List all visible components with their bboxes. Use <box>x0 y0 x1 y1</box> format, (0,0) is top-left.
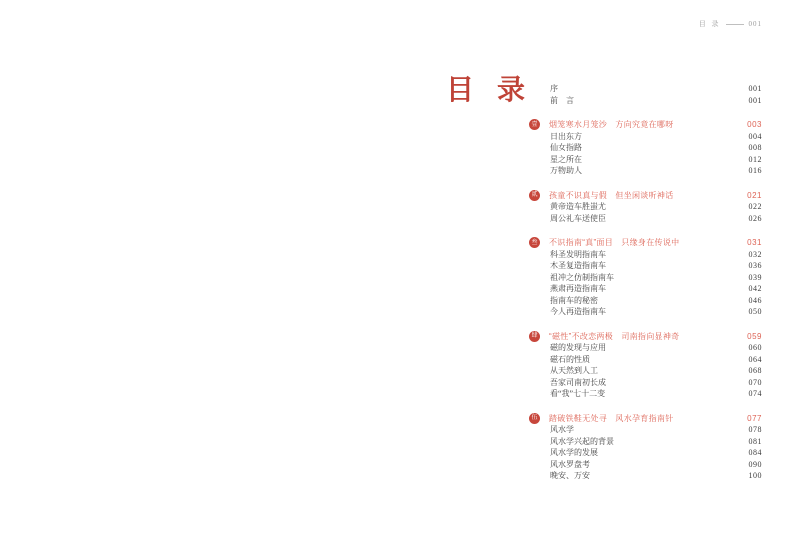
entry-label: 日出东方 <box>550 131 582 141</box>
chapter-title: 踏破铁鞋无处寻 风水孕育指南针 <box>549 413 674 423</box>
entry-page-number: 016 <box>748 166 762 176</box>
toc-entry-row <box>529 165 762 177</box>
entry-label: 前 言 <box>550 95 574 105</box>
toc-entry-row <box>529 424 762 436</box>
chapter-page-number: 077 <box>747 413 762 423</box>
running-head-page-number: 001 <box>748 20 762 28</box>
entry-label: 看“我”七十二变 <box>550 389 606 399</box>
entry-label: 仙女指路 <box>550 143 582 153</box>
chapter-page-number: 021 <box>747 190 762 200</box>
toc-entry-row <box>529 342 762 354</box>
chapter-group <box>529 330 762 400</box>
entry-page-number: 001 <box>748 84 762 94</box>
toc-entry-row <box>529 154 762 166</box>
toc-entry-row <box>529 377 762 389</box>
front-matter-row <box>529 95 762 107</box>
chapter-group <box>529 237 762 318</box>
chapter-row <box>529 237 762 249</box>
toc-entry-row <box>529 365 762 377</box>
entry-label: 风水学兴起的背景 <box>550 436 614 446</box>
front-matter-row <box>529 83 762 95</box>
running-head-section-label: 目 录 <box>698 20 721 28</box>
chapter-row <box>529 330 762 342</box>
chapter-seal-icon: 壹 <box>529 119 540 130</box>
entry-page-number: 084 <box>748 448 762 458</box>
entry-page-number: 100 <box>748 471 762 481</box>
chapter-title: 不识指南“真”面目 只缘身在传说中 <box>549 238 680 247</box>
chapter-seal-icon: 叁 <box>529 237 540 248</box>
toc-entry-row <box>529 388 762 400</box>
chapter-page-number: 059 <box>747 331 762 341</box>
entry-label: 磁的发现与应用 <box>550 343 606 353</box>
entry-page-number: 001 <box>748 95 762 105</box>
entry-page-number: 050 <box>748 307 762 317</box>
entry-page-number: 004 <box>748 131 762 141</box>
running-head <box>699 21 762 28</box>
chapter-row <box>529 119 762 131</box>
entry-label: 今人再造指南车 <box>550 307 606 317</box>
chapter-page-number: 031 <box>747 238 762 247</box>
entry-label: 吾家司南初长成 <box>550 377 606 387</box>
running-head-rule <box>726 24 744 25</box>
toc-entry-row <box>529 249 762 261</box>
entry-label: 磁石的性质 <box>550 354 590 364</box>
chapter-title: “磁性”不改恋两极 司南指向显神奇 <box>549 331 680 341</box>
toc-entry-row <box>529 295 762 307</box>
toc-entry-row <box>529 272 762 284</box>
entry-label: 风水学的发展 <box>550 448 598 458</box>
toc-entry-row <box>529 306 762 318</box>
chapter-group <box>529 119 762 177</box>
toc-list <box>529 83 762 482</box>
entry-page-number: 039 <box>748 272 762 282</box>
entry-label: 周公礼车送使臣 <box>550 213 606 223</box>
chapter-row <box>529 412 762 424</box>
toc-entry-row <box>529 459 762 471</box>
entry-page-number: 068 <box>748 366 762 376</box>
entry-page-number: 046 <box>748 295 762 305</box>
entry-page-number: 074 <box>748 389 762 399</box>
entry-label: 风水罗盘考 <box>550 459 590 469</box>
entry-page-number: 081 <box>748 436 762 446</box>
entry-page-number: 026 <box>748 213 762 223</box>
entry-label: 星之所在 <box>550 154 582 164</box>
toc-entry-row <box>529 201 762 213</box>
entry-page-number: 012 <box>748 154 762 164</box>
entry-label: 黄帝造车胜蚩尤 <box>550 202 606 212</box>
chapter-seal-icon: 伍 <box>529 413 540 424</box>
entry-label: 指南车的秘密 <box>550 295 598 305</box>
toc-entry-row <box>529 447 762 459</box>
chapter-group <box>529 412 762 482</box>
entry-page-number: 078 <box>748 425 762 435</box>
toc-entry-row <box>529 470 762 482</box>
entry-label: 万物助人 <box>550 166 582 176</box>
entry-page-number: 060 <box>748 343 762 353</box>
entry-page-number: 022 <box>748 202 762 212</box>
chapter-row <box>529 189 762 201</box>
entry-label: 风水学 <box>550 425 574 435</box>
toc-entry-row <box>529 354 762 366</box>
entry-page-number: 070 <box>748 377 762 387</box>
toc-entry-row <box>529 283 762 295</box>
entry-page-number: 042 <box>748 284 762 294</box>
chapter-title: 孩童不识真与假 但坐闲谈听神话 <box>549 190 674 200</box>
entry-label: 从天然到人工 <box>550 366 598 376</box>
entry-label: 序 <box>550 84 558 94</box>
toc-entry-row <box>529 213 762 225</box>
chapter-seal-icon: 肆 <box>529 331 540 342</box>
entry-page-number: 090 <box>748 459 762 469</box>
entry-page-number: 032 <box>748 249 762 259</box>
entry-page-number: 064 <box>748 354 762 364</box>
entry-page-number: 036 <box>748 261 762 271</box>
entry-label: 燕肃再造指南车 <box>550 284 606 294</box>
toc-entry-row <box>529 142 762 154</box>
toc-title: 目录 <box>446 75 549 106</box>
entry-page-number: 008 <box>748 143 762 153</box>
entry-label: 祖冲之仿制指南车 <box>550 272 614 282</box>
toc-entry-row <box>529 436 762 448</box>
toc-entry-row <box>529 131 762 143</box>
toc-entry-row <box>529 260 762 272</box>
chapter-title: 烟笼寒水月笼沙 方向究竟在哪呀 <box>549 120 674 129</box>
chapter-page-number: 003 <box>747 120 762 129</box>
entry-label: 科圣发明指南车 <box>550 249 606 259</box>
entry-label: 晚安、万安 <box>550 471 590 481</box>
chapter-group <box>529 189 762 224</box>
entry-label: 木圣复造指南车 <box>550 261 606 271</box>
chapter-seal-icon: 贰 <box>529 190 540 201</box>
